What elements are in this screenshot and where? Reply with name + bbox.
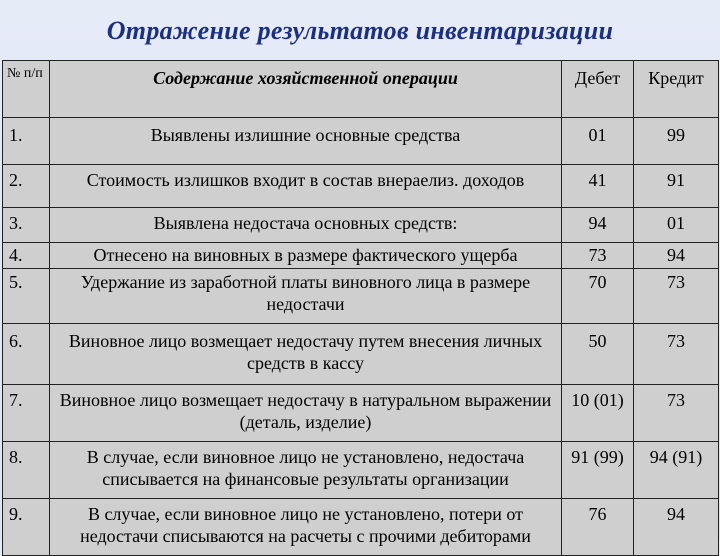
header-num: № п/п xyxy=(3,61,50,118)
row-credit: 73 xyxy=(634,324,719,385)
table-row xyxy=(3,499,719,556)
row-debit: 10 (01) xyxy=(562,385,634,442)
table-row xyxy=(3,442,719,499)
inventory-table xyxy=(2,60,719,556)
row-number: 1. xyxy=(3,118,50,165)
table-header-row xyxy=(3,61,719,118)
row-debit: 94 xyxy=(562,208,634,243)
row-operation: Отнесено на виновных в размере фактического ущерба xyxy=(50,243,562,269)
row-operation: В случае, если виновное лицо не установлено, недостача списывается на финансовые результаты организации xyxy=(50,442,562,499)
row-number: 3. xyxy=(3,208,50,243)
row-credit: 94 xyxy=(634,499,719,556)
table-row xyxy=(3,324,719,385)
row-credit: 99 xyxy=(634,118,719,165)
row-debit: 70 xyxy=(562,269,634,324)
row-debit: 91 (99) xyxy=(562,442,634,499)
row-debit: 01 xyxy=(562,118,634,165)
row-number: 7. xyxy=(3,385,50,442)
row-number: 4. xyxy=(3,243,50,269)
table-row xyxy=(3,243,719,269)
row-number: 5. xyxy=(3,269,50,324)
header-content: Содержание хозяйственной операции xyxy=(50,61,562,118)
table-row xyxy=(3,269,719,324)
row-number: 9. xyxy=(3,499,50,556)
row-number: 2. xyxy=(3,165,50,208)
row-operation: Выявлена недостача основных средств: xyxy=(50,208,562,243)
row-debit: 76 xyxy=(562,499,634,556)
row-debit: 73 xyxy=(562,243,634,269)
page-title: Отражение результатов инвентаризации xyxy=(106,16,614,45)
row-operation: Виновное лицо возмещает недостачу в натуральном выражении (деталь, изделие) xyxy=(50,385,562,442)
row-credit: 94 xyxy=(634,243,719,269)
row-operation: Стоимость излишков входит в состав внераелиз. доходов xyxy=(50,165,562,208)
row-operation: В случае, если виновное лицо не установлено, потери от недостачи списываются на расчеты с прочими дебиторами xyxy=(50,499,562,556)
row-credit: 94 (91) xyxy=(634,442,719,499)
row-credit: 91 xyxy=(634,165,719,208)
row-operation: Выявлены излишние основные средства xyxy=(50,118,562,165)
header-debit: Дебет xyxy=(562,61,634,118)
row-operation: Удержание из заработной платы виновного лица в размере недостачи xyxy=(50,269,562,324)
row-number: 6. xyxy=(3,324,50,385)
row-debit: 50 xyxy=(562,324,634,385)
row-debit: 41 xyxy=(562,165,634,208)
row-number: 8. xyxy=(3,442,50,499)
table-row xyxy=(3,208,719,243)
table-row xyxy=(3,165,719,208)
row-credit: 01 xyxy=(634,208,719,243)
table-row xyxy=(3,385,719,442)
header-credit: Кредит xyxy=(634,61,719,118)
row-operation: Виновное лицо возмещает недостачу путем внесения личных средств в кассу xyxy=(50,324,562,385)
row-credit: 73 xyxy=(634,269,719,324)
table-row xyxy=(3,118,719,165)
row-credit: 73 xyxy=(634,385,719,442)
